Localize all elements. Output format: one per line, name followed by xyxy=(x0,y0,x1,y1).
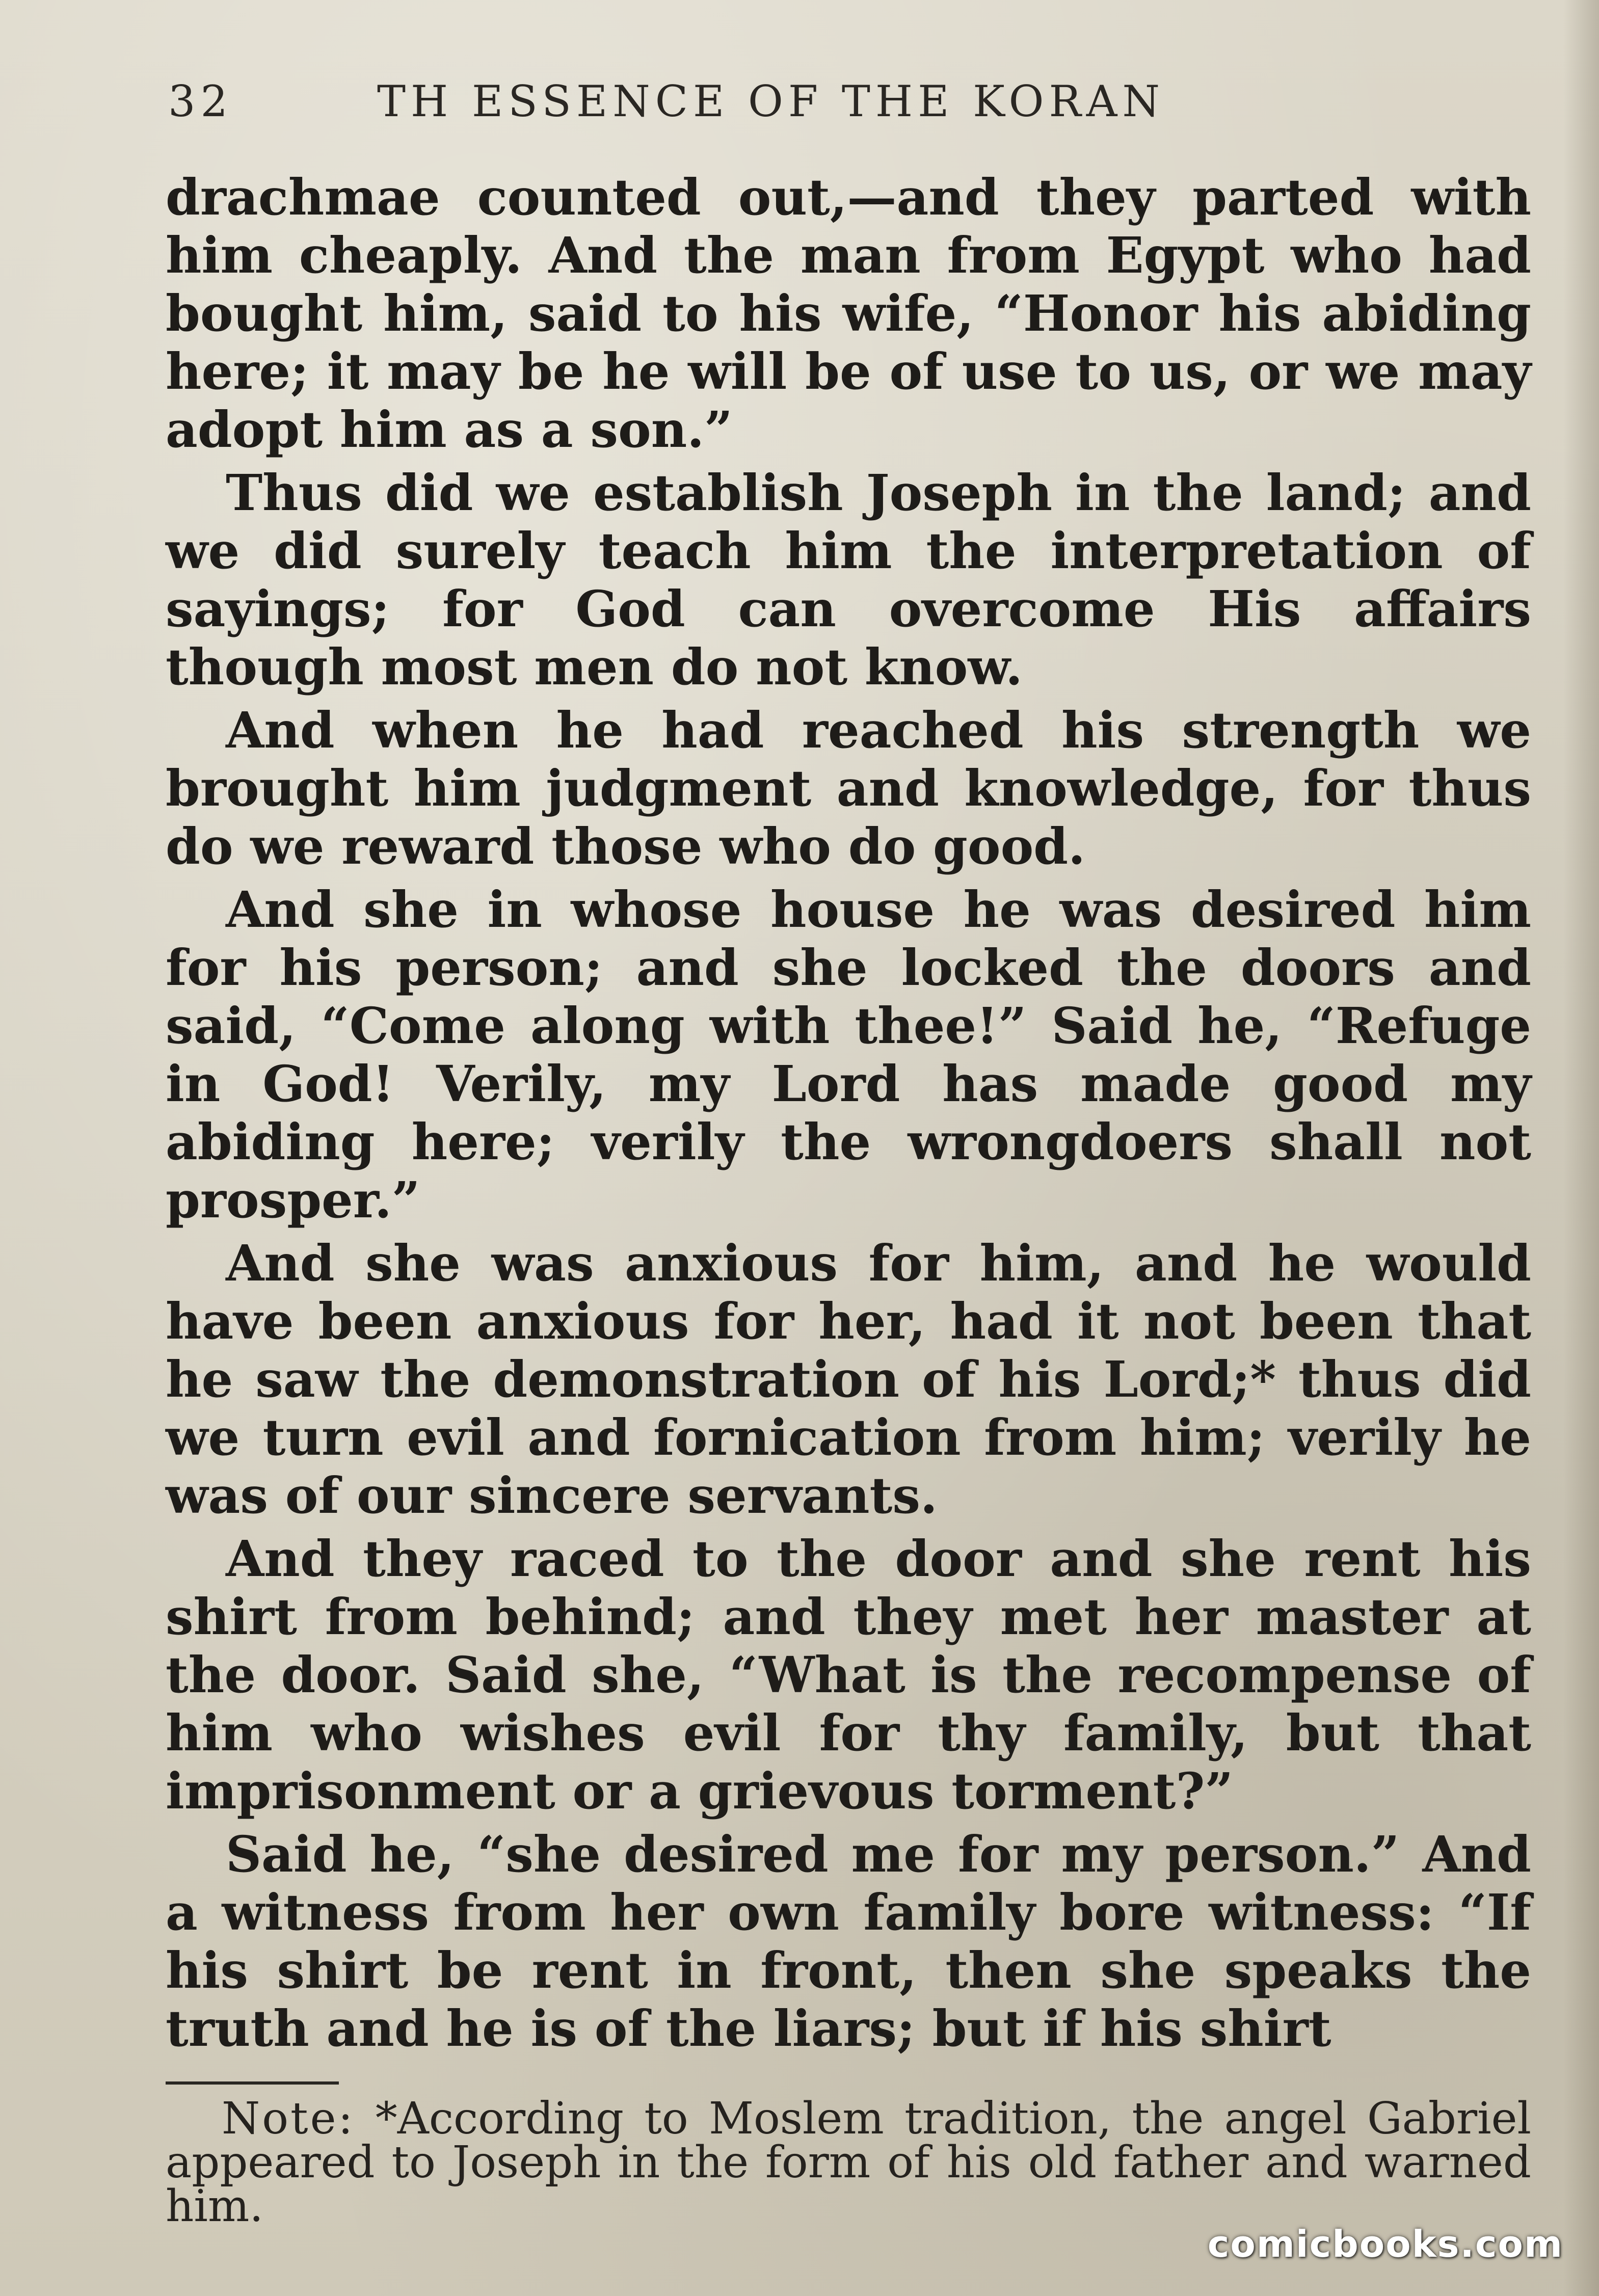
paragraph-3: And when he had reached his strength we brought him judgment and knowledge, for thus do we reward those who do good. xyxy=(166,701,1531,875)
page-number: 32 xyxy=(168,76,233,126)
watermark: comicbooks.com xyxy=(1207,2223,1563,2265)
paragraph-2: Thus did we establish Joseph in the land; and we did surely teach him the interpretation of sayings; for God can overcome His affairs though most men do not know. xyxy=(166,464,1531,696)
page-edge-shadow xyxy=(1563,0,1599,2296)
paragraph-7: Said he, “she desired me for my person.” And a witness from her own family bore witness: “If his shirt be rent in front, then she speaks the truth and he is of the liars; but if his shirt xyxy=(166,1825,1531,2058)
running-header xyxy=(168,76,1340,138)
paragraph-5: And she was anxious for him, and he would have been anxious for her, had it not been that he saw the demonstration of his Lord;* thus did we turn evil and fornication from him; verily he was of our sincere servants. xyxy=(166,1234,1531,1525)
footnote-text: *According to Moslem tradition, the angel Gabriel appeared to Joseph in the form of his old father and warned him. xyxy=(166,2093,1531,2232)
body-text xyxy=(166,168,1531,2063)
paragraph-1: drachmae counted out,—and they parted with him cheaply. And the man from Egypt who had bought him, said to his wife, “Honor his abiding here; it may be he will be of use to us, or we may adopt him as a son.” xyxy=(166,168,1531,459)
footnote-rule xyxy=(166,2081,339,2085)
footnote-label: Note: xyxy=(222,2093,355,2144)
paragraph-4: And she in whose house he was desired him for his person; and she locked the doors and said, “Come along with thee!” Said he, “Refuge in God! Verily, my Lord has made good my abiding here; verily the wrongdoers shall not prosper.” xyxy=(166,880,1531,1229)
footnote xyxy=(166,2093,1531,2232)
running-title: TH ESSENCE OF THE KORAN xyxy=(377,76,1165,126)
paragraph-6: And they raced to the door and she rent his shirt from behind; and they met her master at the door. Said she, “What is the recompense of him who wishes evil for thy family, but that imprisonment or a grievous torment?” xyxy=(166,1530,1531,1820)
